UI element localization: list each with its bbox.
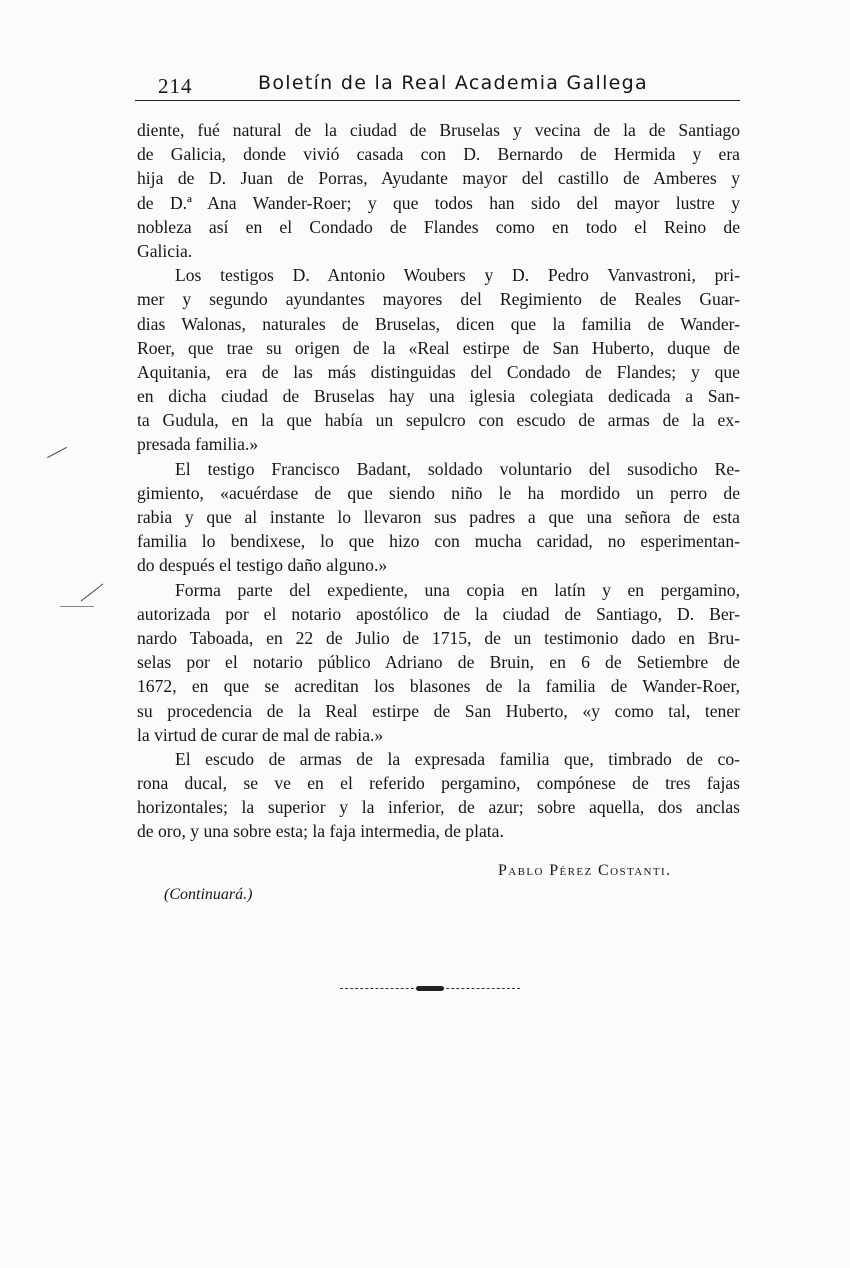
text-line: rona ducal, se ve en el referido pergamino, compónese de tres fajas [137, 773, 740, 794]
text-line: El escudo de armas de la expresada familia que, timbrado de co- [175, 748, 740, 769]
article-body [137, 118, 740, 844]
journal-title: Boletín de la Real Academia Gallega [258, 72, 648, 94]
paragraph [137, 747, 740, 844]
text-line: familia lo bendixese, lo que hizo con mucha caridad, no esperimentan- [137, 531, 740, 552]
text-line: Aquitania, era de las más distinguidas del Condado de Flandes; y que [137, 361, 740, 382]
paragraph [137, 578, 740, 747]
margin-mark [47, 447, 67, 458]
text-line: Galicia. [137, 240, 193, 261]
text-line: ta Gudula, en la que había un sepulcro con escudo de armas de la ex- [137, 410, 740, 431]
text-line: nobleza así en el Condado de Flandes como en todo el Reino de [137, 216, 740, 237]
text-line: presada familia.» [137, 434, 259, 455]
text-line: diente, fué natural de la ciudad de Bruselas y vecina de la de Santiago [137, 120, 740, 140]
text-line: su procedencia de la Real estirpe de San Huberto, «y como tal, tener [137, 700, 740, 721]
text-line: selas por el notario público Adriano de Bruin, en 6 de Setiembre de [137, 652, 740, 673]
text-line: dias Walonas, naturales de Bruselas, dicen que la familia de Wander- [137, 313, 740, 334]
paragraph [137, 118, 740, 263]
page-number: 214 [158, 74, 193, 98]
author-signature: Pablo Pérez Costanti. [498, 862, 672, 879]
text-line: 1672, en que se acreditan los blasones de la familia de Wander-Roer, [137, 676, 740, 697]
paragraph [137, 457, 740, 578]
text-line: horizontales; la superior y la inferior, de azur; sobre aquella, dos anclas [137, 797, 740, 818]
text-line: la virtud de curar de mal de rabia.» [137, 724, 384, 745]
margin-mark [60, 606, 94, 607]
text-line: mer y segundo ayundantes mayores del Regimiento de Reales Guar- [137, 289, 740, 310]
running-header [135, 70, 740, 101]
text-line: Roer, que trae su origen de la «Real estirpe de San Huberto, duque de [137, 337, 740, 358]
text-line: autorizada por el notario apostólico de la ciudad de Santiago, D. Ber- [137, 603, 740, 624]
text-line: hija de D. Juan de Porras, Ayudante mayor del castillo de Amberes y [137, 168, 740, 189]
text-line: nardo Taboada, en 22 de Julio de 1715, de un testimonio dado en Bru- [137, 627, 740, 648]
text-line: El testigo Francisco Badant, soldado voluntario del susodicho Re- [175, 458, 740, 479]
margin-mark [81, 583, 104, 601]
text-line: gimiento, «acuérdase de que siendo niño le ha mordido un perro de [137, 482, 740, 503]
text-line: rabia y que al instante lo llevaron sus padres a que una señora de esta [137, 507, 740, 527]
text-line: Forma parte del expediente, una copia en latín y en pergamino, [175, 579, 740, 600]
continued-note: (Continuará.) [164, 886, 253, 903]
text-line: de D.ª Ana Wander-Roer; y que todos han sido del mayor lustre y [137, 192, 740, 213]
end-ornament [340, 986, 520, 992]
paragraph [137, 263, 740, 457]
text-line: de Galicia, donde vivió casada con D. Bernardo de Hermida y era [137, 144, 740, 165]
text-line: de oro, y una sobre esta; la faja intermedia, de plata. [137, 821, 504, 842]
text-line: en dicha ciudad de Bruselas hay una iglesia colegiata dedicada a San- [137, 386, 740, 407]
text-line: do después el testigo daño alguno.» [137, 555, 388, 576]
text-line: Los testigos D. Antonio Woubers y D. Pedro Vanvastroni, pri- [175, 265, 740, 286]
